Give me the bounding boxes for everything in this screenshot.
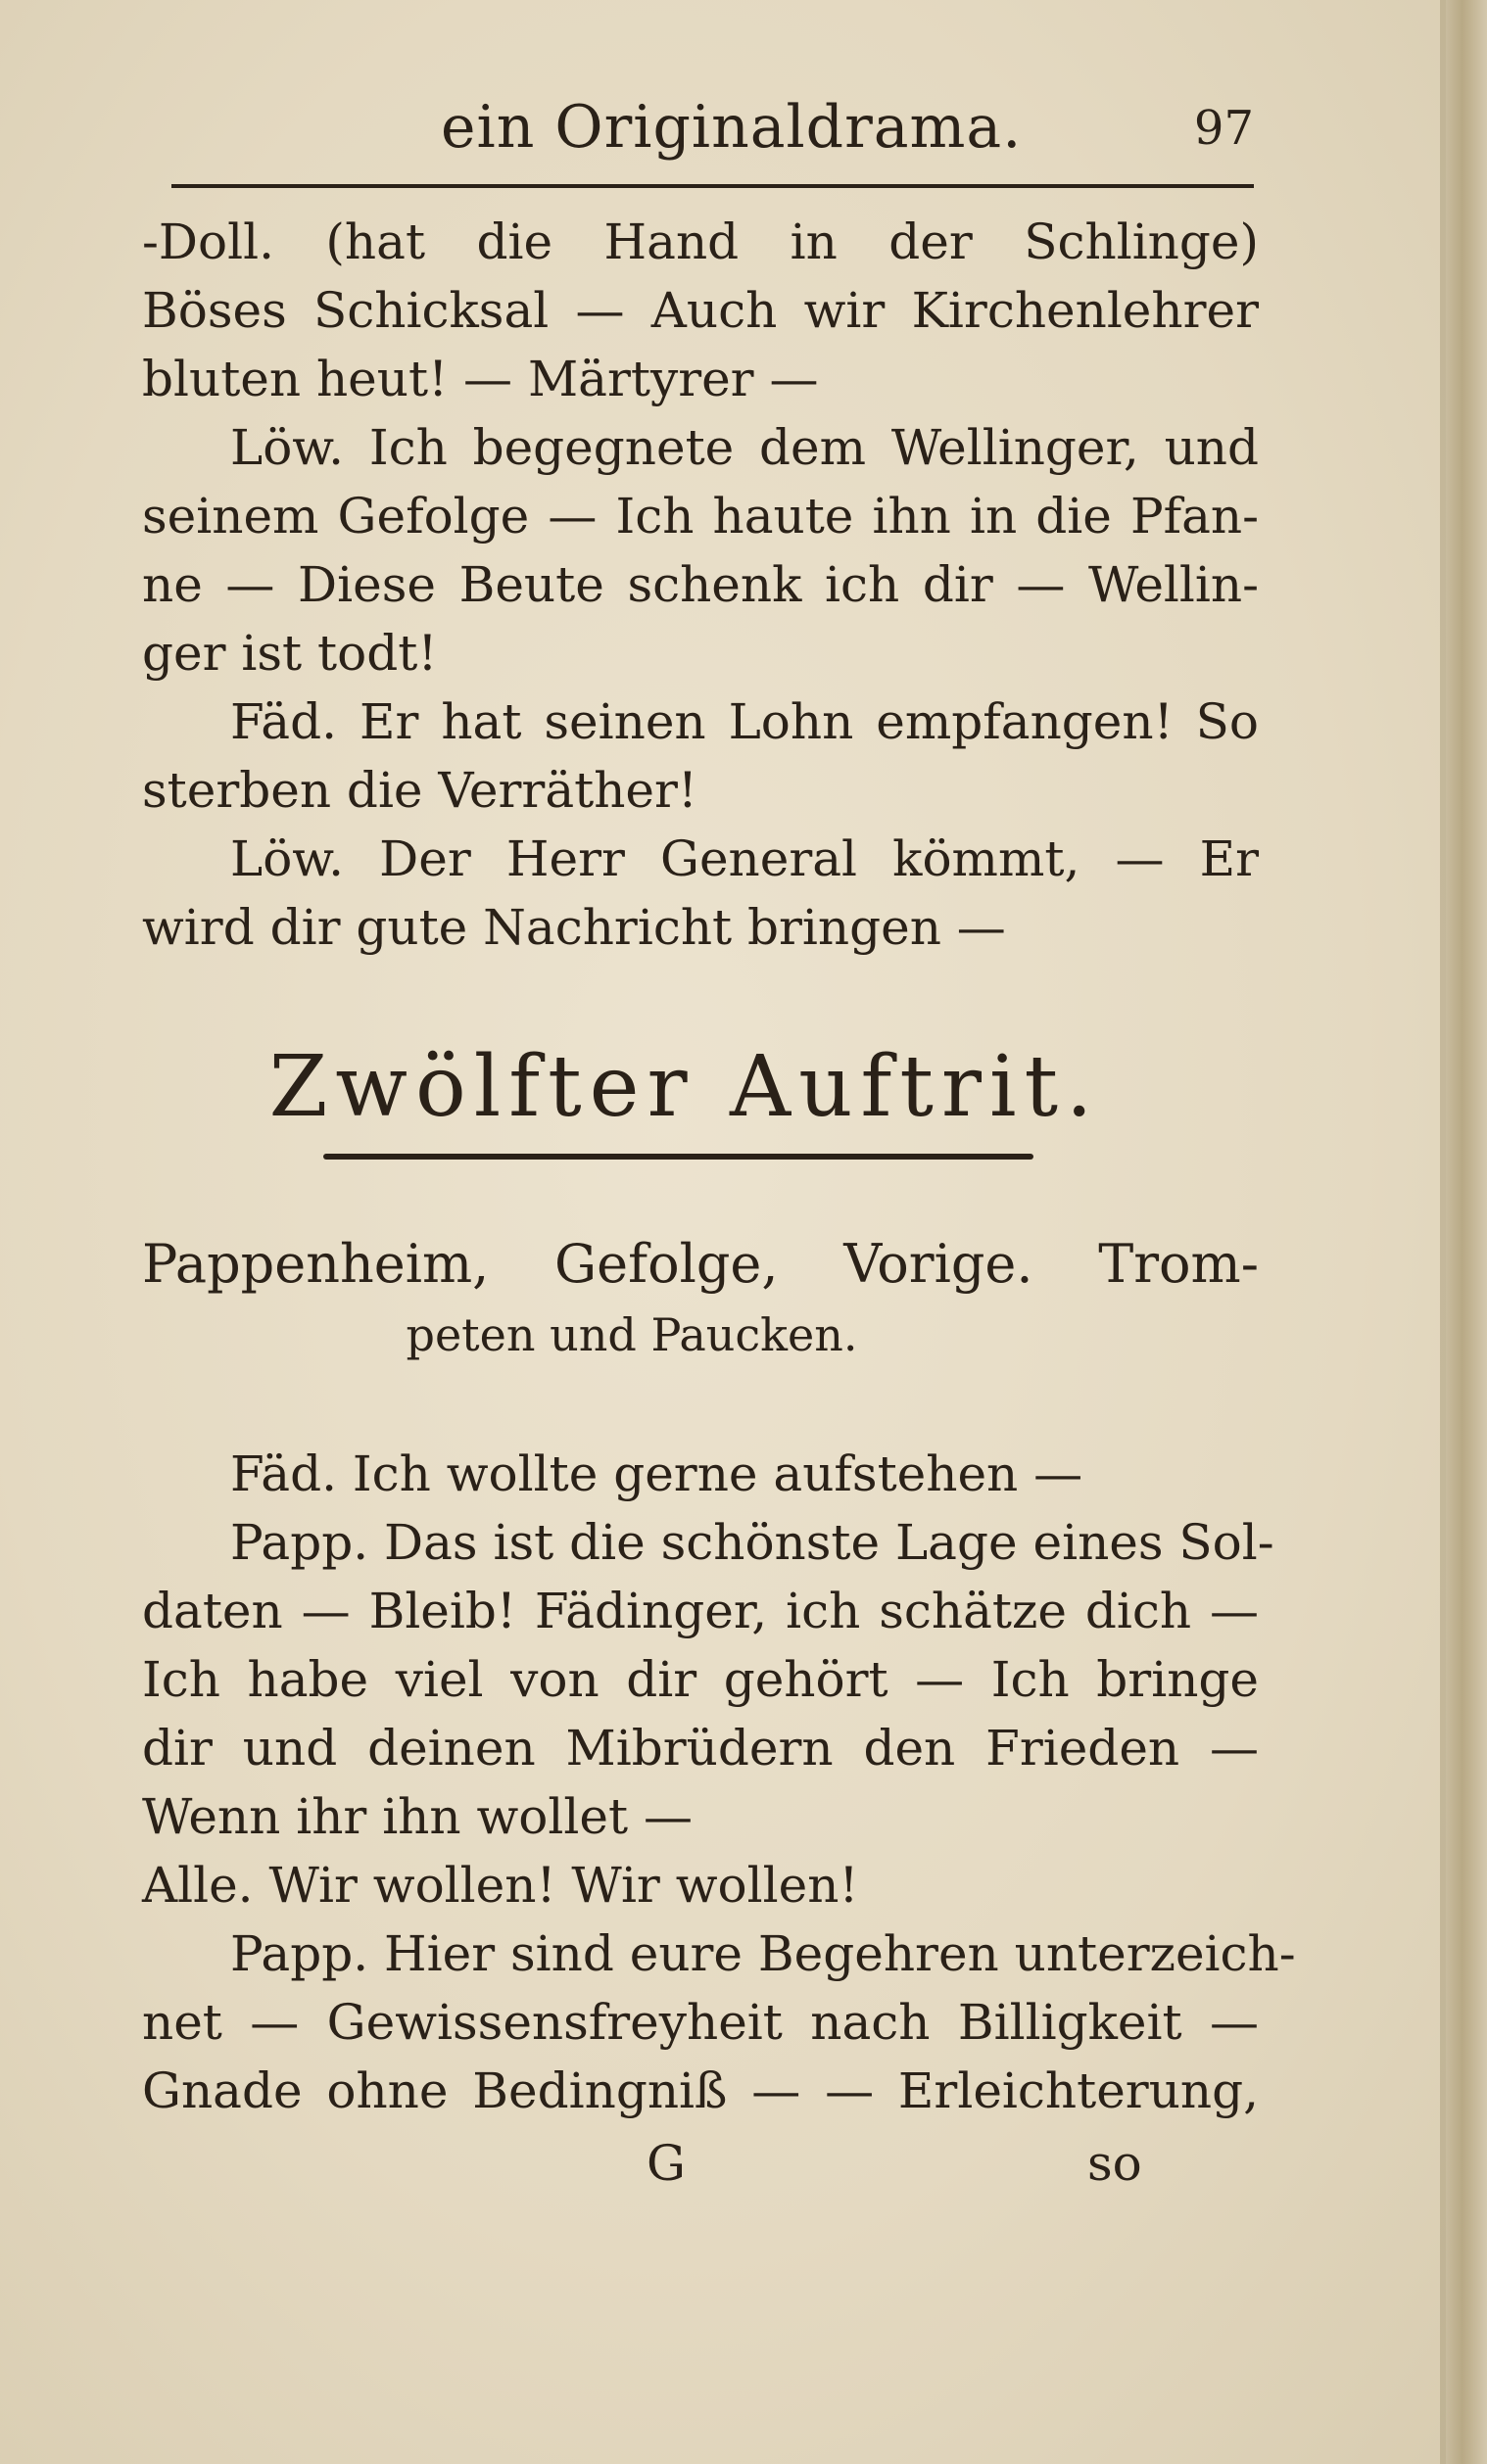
scene-title: Zwölfter Auftrit. (268, 1038, 1101, 1136)
page-edge-shadow (1440, 0, 1446, 2464)
text-line: net — Gewissensfreyheit nach Billigkeit — (142, 1994, 1259, 2051)
text-line: seinem Gefolge — Ich haute ihn in die Pfan- (142, 488, 1259, 545)
header-rule (171, 184, 1254, 188)
catchword: so (1087, 2135, 1142, 2192)
text-line: wird dir gute Nachricht bringen — (142, 899, 1006, 956)
text-line: ne — Diese Beute schenk ich dir — Wellin- (142, 556, 1259, 613)
text-line: Alle. Wir wollen! Wir wollen! (142, 1857, 859, 1914)
text-line: Ich habe viel von dir gehört — Ich bringe (142, 1651, 1259, 1708)
text-line: Fäd. Er hat seinen Lohn empfangen! So (230, 693, 1259, 750)
text-line: daten — Bleib! Fädinger, ich schätze dich — (142, 1583, 1259, 1639)
text-line: Böses Schicksal — Auch wir Kirchenlehrer (142, 282, 1259, 339)
cast-list (142, 1229, 1259, 1370)
text-line: Wenn ihr ihn wollet — (142, 1788, 693, 1845)
text-line: Papp. Das ist die schönste Lage eines Sol- (230, 1514, 1274, 1571)
text-line: sterben die Verräther! (142, 762, 698, 819)
text-line: bluten heut! — Märtyrer — (142, 351, 819, 407)
page-header (147, 93, 1254, 181)
text-line: Löw. Ich begegnete dem Wellinger, und (230, 419, 1259, 476)
text-line: ger ist todt! (142, 625, 438, 682)
text-line: Fäd. Ich wollte gerne aufstehen — (230, 1445, 1083, 1502)
scene-rule (323, 1154, 1033, 1160)
dialogue-block-2 (142, 1440, 1296, 2125)
cast-line: Pappenheim, Gefolge, Vorige. Trom- (142, 1233, 1259, 1295)
signature-mark: G (647, 2135, 686, 2192)
page-number: 97 (1193, 101, 1254, 156)
text-line: Löw. Der Herr General kömmt, — Er (230, 830, 1259, 887)
text-line: -Doll. (hat die Hand in der Schlinge) (142, 213, 1259, 270)
text-line: Papp. Hier sind eure Begehren unterzeich- (230, 1925, 1296, 1982)
page-edge (1446, 0, 1487, 2464)
text-line: dir und deinen Mibrüdern den Frieden — (142, 1720, 1259, 1777)
cast-line: peten und Paucken. (406, 1308, 858, 1361)
running-title: ein Originaldrama. (441, 93, 1023, 162)
dialogue-block-1 (142, 208, 1259, 962)
text-line: Gnade ohne Bedingniß — — Erleichterung, (142, 2062, 1259, 2119)
